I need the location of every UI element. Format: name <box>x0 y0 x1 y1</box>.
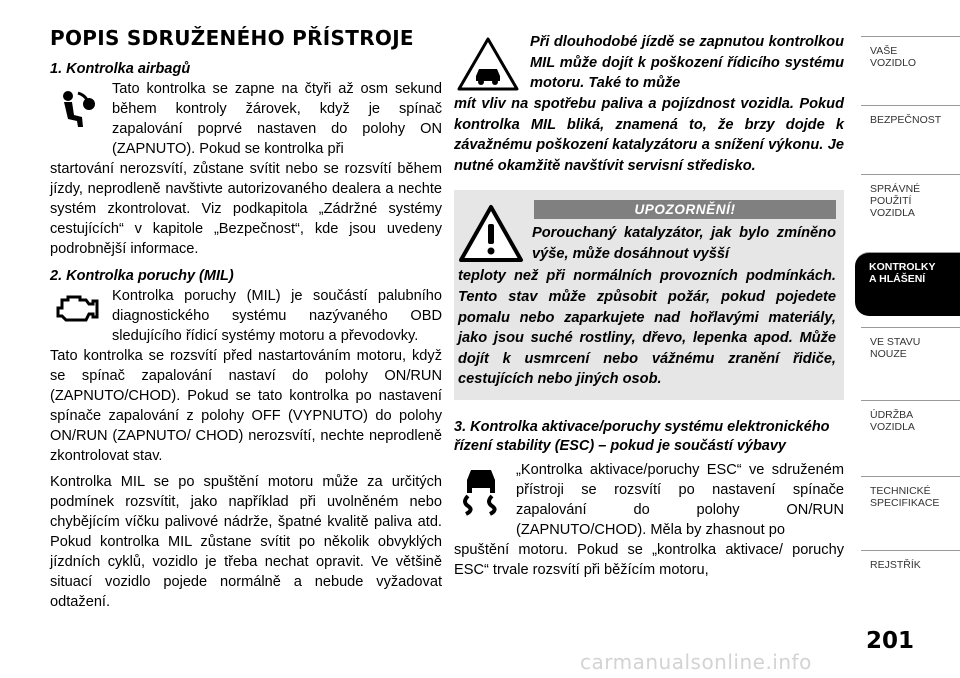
tab-kontrolky-a-hlaseni[interactable]: KONTROLKY A HLÁŠENÍ <box>855 252 960 316</box>
engine-check-icon <box>50 286 112 344</box>
caution-note <box>454 32 844 176</box>
section-1-text-b: startování nerozsvítí, zůstane svítit nebo se rozsvítí během jízdy, neprodleně navštivte autorizovaného dealera a nechte systém zkontrolovat. Viz podkapitola „Zádržné systémy cestujících“ v kapitole „Bezpečnost“, kde jsou uvedeny podrobnější informace. <box>50 161 442 257</box>
tab-rejstrik[interactable]: REJSTŘÍK <box>861 550 960 614</box>
section-2-text-a: Kontrolka poruchy (MIL) je součástí palubního diagnostického systému nazývaného OBD sledujícího řídicí systémy motoru a převodovky. <box>112 288 442 344</box>
left-column <box>50 60 442 612</box>
section-1-text-a: Tato kontrolka se zapne na čtyři až osm sekund během kontroly žárovek, když je spínač zapalování poprvé nastaven do polohy ON (ZAPNUTO). Pokud se kontrolka při <box>112 81 442 157</box>
section-2-title: 2. Kontrolka poruchy (MIL) <box>50 268 234 284</box>
chapter-tabs <box>861 0 960 678</box>
watermark: carmanualsonline.info <box>580 650 812 674</box>
tab-udrzba-vozidla[interactable]: ÚDRŽBA VOZIDLA <box>861 400 960 464</box>
section-3-text-b: spuštění motoru. Pokud se „kontrolka aktivace/ poruchy ESC“ trvale rozsvítí při běžícím motoru, <box>454 541 844 578</box>
warning-text-a: Porouchaný katalyzátor, jak bylo zmíněno výše, může dosáhnout vyšší <box>532 225 836 262</box>
section-2-text-b: Tato kontrolka se rozsvítí před nastartováním motoru, když se spínač zapalování nastaví do polohy ON/RUN (ZAPNUTO/CHOD). Pokud se tato kontrolka po nastavení spínače zapalování z polohy OFF (VYPNUTO) do polohy ON/RUN (ZAPNUTO/ CHOD) nerozsvítí, nechte neprodleně zkontrolovat stav. <box>50 348 442 464</box>
page-title: POPIS SDRUŽENÉHO PŘÍSTROJE <box>50 26 414 50</box>
airbag-icon <box>50 79 112 159</box>
section-2-text-c: Kontrolka MIL se po spuštění motoru může za určitých podmínek rozsvítit, jako například při uvolněném nebo chybějícím víčku palivové nádrže, špatné kvalitě paliva atd. Pokud kontrolka MIL zůstane svítit po několik obvyklých jízdních cyklů, vozidlo je třeba nechat opravit. Ve většině situací vozidlo pojede normálně a nebude vyžadovat odtažení. <box>50 474 442 610</box>
section-2-body <box>50 286 442 612</box>
caution-text-a: Při dlouhodobé jízdě se zapnutou kontrolkou MIL může dojít k poškození řídicího systému motoru. Také to může <box>530 34 844 92</box>
warning-text-b: teploty než při normálních provozních podmínkách. Tento stav může způsobit požár, pokud pojedete pomalu nebo zaparkujete nad hořlavými materiály, jako jsou suché rostliny, dřevo, lepenka apod. Může dojít k usmrcení nebo vážnému zranění řidiče, cestujících nebo jiných osob. <box>458 268 836 388</box>
caution-car-icon <box>454 32 526 94</box>
tab-ve-stavu-nouze[interactable]: VE STAVU NOUZE <box>861 327 960 391</box>
page-number: 201 <box>866 628 915 654</box>
caution-text-b: mít vliv na spotřebu paliva a pojízdnost vozidla. Pokud kontrolka MIL bliká, znamená to, že brzy dojde k závažnému poškození katalyzátoru a snížení výkonu. Je nutné okamžitě navštívit servisní středisko. <box>454 96 844 174</box>
warning-triangle-icon <box>458 200 528 266</box>
warning-heading: UPOZORNĚNÍ! <box>534 200 836 219</box>
section-3-text-a: „Kontrolka aktivace/poruchy ESC“ ve sdruženém přístroji se rozsvítí po nastavení spínače zapalování do polohy ON/RUN (ZAPNUTO/CHOD). Měla by zhasnout po <box>516 461 844 538</box>
warning-box <box>454 190 844 400</box>
right-column <box>454 32 844 580</box>
tab-technicke-specifikace[interactable]: TECHNICKÉ SPECIFIKACE <box>861 476 960 540</box>
esc-skid-icon <box>454 460 516 540</box>
section-3-title: 3. Kontrolka aktivace/poruchy systému elektronického řízení stability (ESC) – pokud je součástí výbavy <box>454 418 830 454</box>
tab-spravne-pouziti[interactable]: SPRÁVNÉ POUŽITÍ VOZIDLA <box>861 174 960 246</box>
section-1-title: 1. Kontrolka airbagů <box>50 61 191 77</box>
section-1-body <box>50 79 442 259</box>
tab-bezpecnost[interactable]: BEZPEČNOST <box>861 105 960 169</box>
section-3-body <box>454 460 844 580</box>
tab-vase-vozidlo[interactable]: VAŠE VOZIDLO <box>861 36 960 100</box>
